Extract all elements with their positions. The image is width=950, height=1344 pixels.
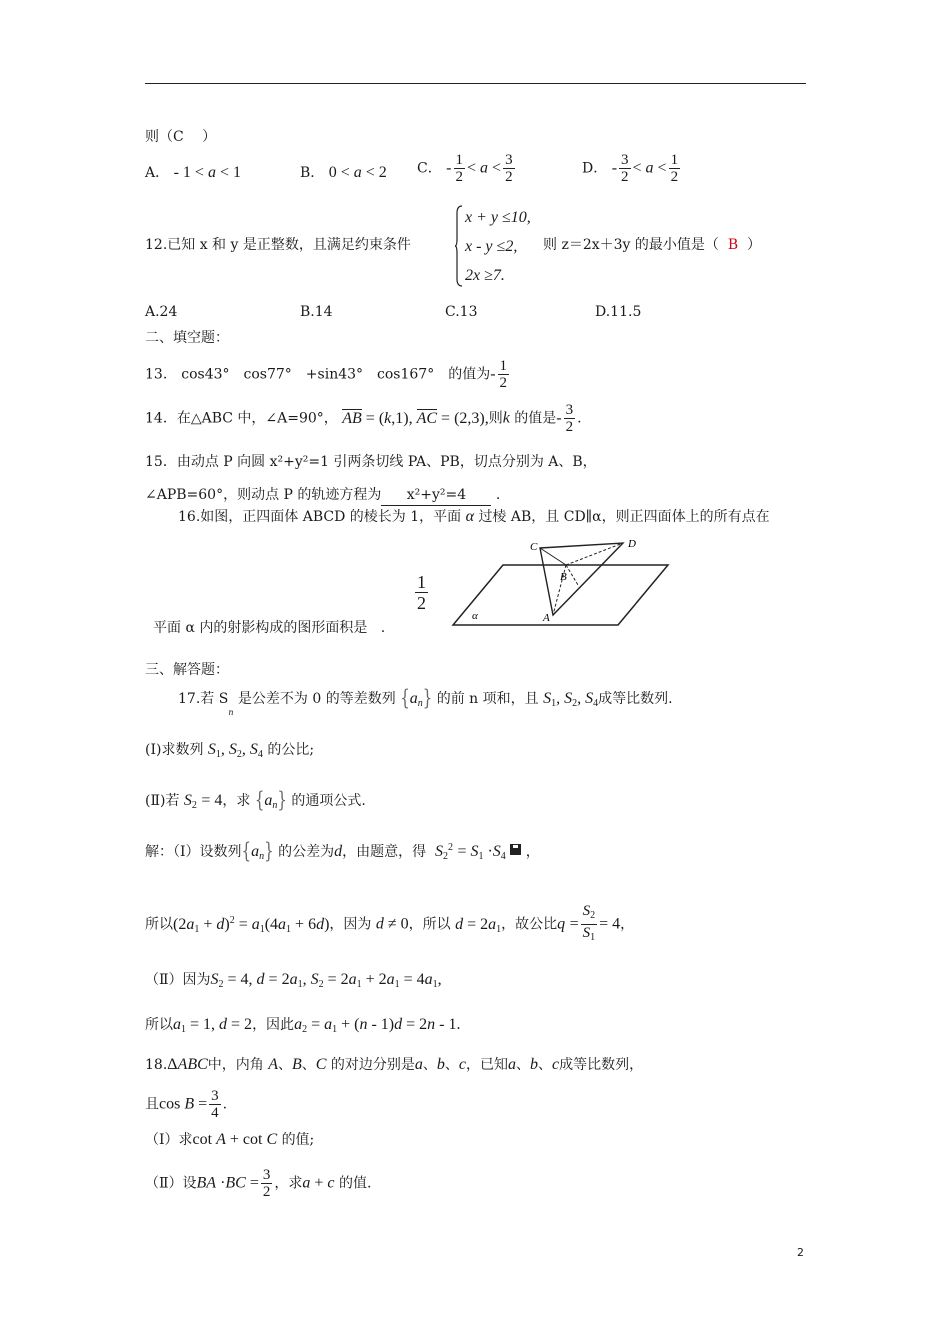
label-d: D bbox=[628, 538, 636, 550]
q16-line1: 16.如图，正四面体 ABCD 的棱长为 1，平面 α 过棱 AB，且 CD∥α，则正四面体上的所有点在 bbox=[178, 508, 770, 525]
q17-solution-2: 所以$(2a_1 + d)^2 = a_1(4a_1 + 6d)$，因为 d ≠ 0，所以 $d = 2a_1$，故公比q = $\frac{S_2}{S_1}$ = 4， bbox=[145, 903, 635, 943]
tetrahedron-figure bbox=[448, 533, 673, 628]
label-b: B bbox=[560, 571, 567, 583]
q18-part2: （Ⅱ）设BA ·BC = $\frac{3}{2}$ ，求a + c 的值. bbox=[145, 1167, 372, 1200]
q12-constraint-3: 2x ≥7. bbox=[465, 267, 505, 284]
q16-line2: 平面 α 内的射影构成的图形面积是 . bbox=[153, 620, 386, 636]
q12-option-a: A.24 bbox=[145, 304, 178, 320]
label-a: A bbox=[543, 612, 550, 624]
q17-line1: 17.若 $S_n$ 是公差不为 0 的等差数列 $\{a_n\}$ 的前 n 项和，且 $S_1$, $S_2$, $S_4$成等比数列. bbox=[178, 685, 673, 717]
q13: 13. cos43° cos77° +sin43° cos167° 的值为- $\frac{1}{2}$ bbox=[145, 358, 508, 391]
header-rule bbox=[145, 83, 806, 84]
q17-part1: (Ⅰ)求数列 $S_1$, $S_2$, $S_4$ 的公比; bbox=[145, 741, 315, 760]
q18-line2: 且cos B = $\frac{3}{4}$ . bbox=[145, 1088, 228, 1121]
q17-part2: (Ⅱ)若 $S_2 = 4$，求 $\{a_n\}$ 的通项公式. bbox=[145, 787, 366, 813]
label-c: C bbox=[530, 541, 538, 553]
q11-option-a: A． - 1 < a < 1 bbox=[145, 164, 241, 181]
q12-constraint-2: x - y ≤2, bbox=[465, 238, 518, 255]
q11-option-d: D． - $\frac{3}{2}$ < a < $\frac{1}{2}$ bbox=[582, 152, 679, 185]
section-solution-heading: 三、解答题： bbox=[145, 662, 229, 678]
q12-constraint-1: x + y ≤10, bbox=[465, 209, 531, 226]
label-alpha: α bbox=[472, 610, 478, 622]
q15-answer: x²+y²=4 bbox=[381, 485, 491, 506]
page-number: 2 bbox=[797, 1246, 804, 1259]
q15-line2: ∠APB=60°，则动点 P 的轨迹方程为 x²+y²=4 . bbox=[145, 485, 500, 506]
q12-option-c: C.13 bbox=[445, 304, 478, 320]
q17-solution-1: 解：（Ⅰ）设数列$\{a_n\}$ 的公差为d，由题意，得 $S_2^2 = S_1 \cdot S_4$ ， bbox=[145, 838, 540, 864]
q11-option-b: B． 0 < a < 2 bbox=[300, 164, 387, 181]
q17-solution-3: （Ⅱ）因为$S_2 = 4$, $d = 2a_1$, $S_2 = 2a_1 + 2a_1 = 4a_1$, bbox=[145, 971, 442, 990]
q12-option-d: D.11.5 bbox=[595, 304, 642, 320]
q12-option-b: B.14 bbox=[300, 304, 333, 320]
q16-answer: $\frac{1}{2}$ bbox=[417, 572, 426, 613]
q12-answer: B bbox=[727, 237, 739, 253]
q14: 14．在△ABC 中，∠A=90°， AB = (k,1), AC = (2,3),则k 的值是- $\frac{3}{2}$ . bbox=[145, 402, 582, 435]
q11-option-c: C． - $\frac{1}{2}$ < a < $\frac{3}{2}$ bbox=[417, 152, 513, 185]
q12-constraint-brace bbox=[455, 205, 463, 287]
q11-stem: 则（C ） bbox=[145, 129, 217, 145]
q18-line1: 18.ΔABC中，内角 A、B、C 的对边分别是a、b、c，已知a、b、c成等比数列， bbox=[145, 1056, 644, 1073]
save-icon bbox=[510, 844, 521, 855]
q15-line1: 15．由动点 P 向圆 x²+y²=1 引两条切线 PA、PB，切点分别为 A、B， bbox=[145, 454, 597, 470]
q18-part1: （Ⅰ）求cot A + cot C 的值; bbox=[145, 1131, 315, 1148]
section-fill-in-heading: 二、填空题： bbox=[145, 330, 229, 346]
q17-solution-4: 所以$a_1 = 1$, d = 2，因此$a_2 = a_1 + (n - 1)d = 2n - 1$. bbox=[145, 1016, 461, 1035]
q12-text-after: 则 z＝2x＋3y 的最小值是（ B ） bbox=[543, 237, 762, 253]
q12-text-before: 12.已知 x 和 y 是正整数，且满足约束条件 bbox=[145, 237, 411, 253]
